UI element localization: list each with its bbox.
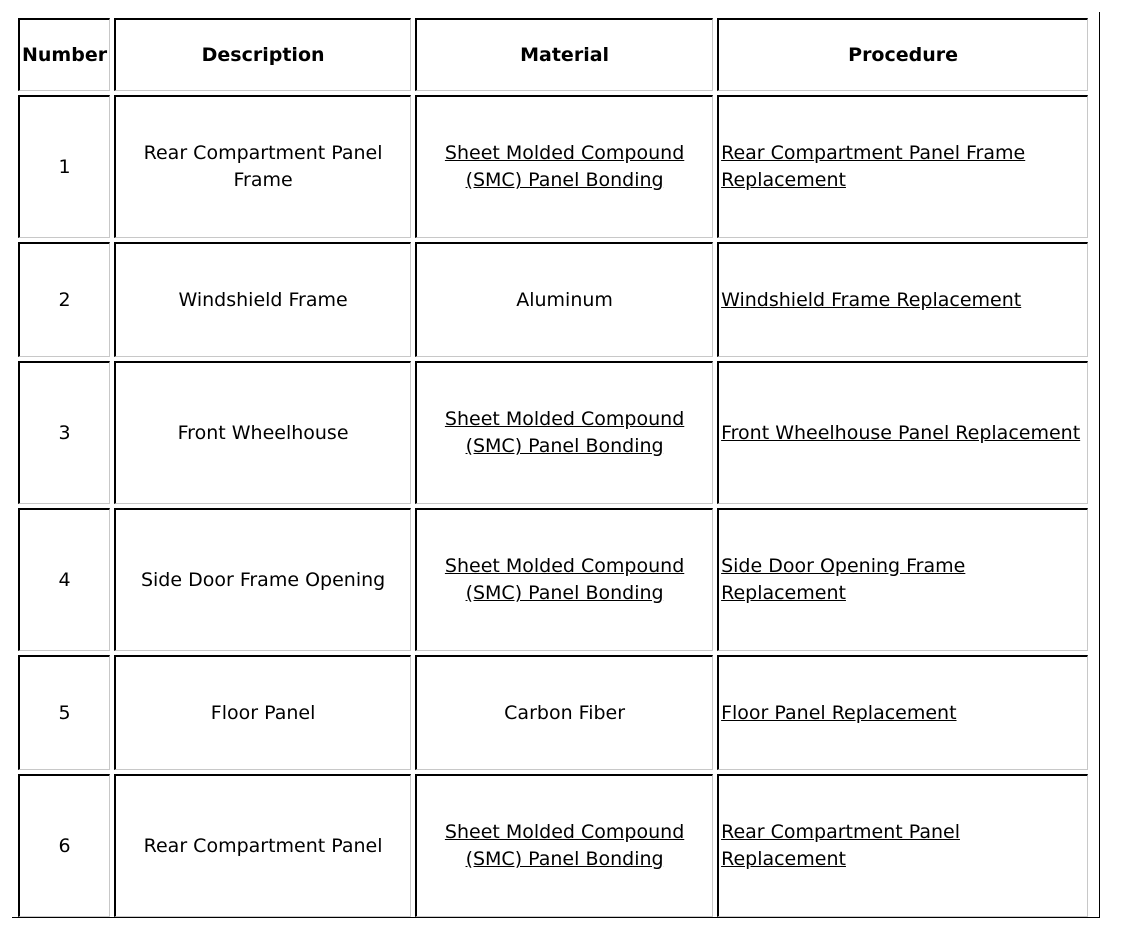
cell-material bbox=[415, 508, 713, 651]
procedure-link[interactable]: Windshield Frame Replacement bbox=[721, 288, 1022, 311]
material-link-line1: Sheet Molded Compound bbox=[444, 408, 685, 430]
cell-material bbox=[415, 361, 713, 504]
cell-procedure bbox=[717, 508, 1088, 651]
procedure-link[interactable]: Front Wheelhouse Panel Replacement bbox=[721, 421, 1081, 444]
cell-description: Floor Panel bbox=[114, 655, 411, 770]
cell-procedure bbox=[717, 95, 1088, 238]
material-link[interactable] bbox=[445, 406, 684, 460]
material-link[interactable] bbox=[445, 553, 684, 607]
table-row bbox=[18, 508, 1088, 651]
table-row bbox=[18, 774, 1088, 917]
procedure-link-line1: Rear Compartment Panel Frame bbox=[721, 142, 1026, 164]
table-header-row bbox=[18, 18, 1088, 91]
table-row bbox=[18, 95, 1088, 238]
cell-procedure bbox=[717, 361, 1088, 504]
material-link-line1: Sheet Molded Compound bbox=[444, 142, 685, 164]
cell-procedure bbox=[717, 655, 1088, 770]
cell-description: Front Wheelhouse bbox=[114, 361, 411, 504]
procedure-link[interactable]: Rear Compartment Panel Replacement bbox=[721, 821, 960, 870]
header-description: Description bbox=[114, 18, 411, 91]
cell-procedure bbox=[717, 242, 1088, 357]
cell-description: Windshield Frame bbox=[114, 242, 411, 357]
cell-number: 5 bbox=[18, 655, 110, 770]
procedure-link[interactable]: Floor Panel Replacement bbox=[721, 701, 957, 724]
cell-procedure bbox=[717, 774, 1088, 917]
material-link-line1: Sheet Molded Compound bbox=[444, 821, 685, 843]
cell-number: 1 bbox=[18, 95, 110, 238]
procedure-link-line2: Replacement bbox=[721, 169, 846, 191]
cell-number: 3 bbox=[18, 361, 110, 504]
material-link-line2: (SMC) Panel Bonding bbox=[465, 848, 664, 870]
procedure-link[interactable] bbox=[721, 140, 1025, 194]
material-link-line1: Sheet Molded Compound bbox=[444, 555, 685, 577]
table-row bbox=[18, 361, 1088, 504]
header-number: Number bbox=[18, 18, 110, 91]
cell-material bbox=[415, 774, 713, 917]
table-row bbox=[18, 242, 1088, 357]
cell-material: Aluminum bbox=[415, 242, 713, 357]
header-procedure: Procedure bbox=[717, 18, 1088, 91]
cell-number: 2 bbox=[18, 242, 110, 357]
cell-description: Rear Compartment Panel Frame bbox=[114, 95, 411, 238]
material-link-line2: (SMC) Panel Bonding bbox=[465, 582, 664, 604]
material-link[interactable] bbox=[445, 140, 684, 194]
cell-material: Carbon Fiber bbox=[415, 655, 713, 770]
cell-number: 6 bbox=[18, 774, 110, 917]
material-link-line2: (SMC) Panel Bonding bbox=[465, 435, 664, 457]
header-material: Material bbox=[415, 18, 713, 91]
cell-material bbox=[415, 95, 713, 238]
cell-description: Rear Compartment Panel bbox=[114, 774, 411, 917]
cell-description: Side Door Frame Opening bbox=[114, 508, 411, 651]
cell-number: 4 bbox=[18, 508, 110, 651]
parts-table bbox=[14, 14, 1092, 921]
table-row bbox=[18, 655, 1088, 770]
material-link[interactable] bbox=[445, 819, 684, 873]
procedure-link[interactable]: Side Door Opening Frame Replacement bbox=[721, 555, 966, 604]
material-link-line2: (SMC) Panel Bonding bbox=[465, 169, 664, 191]
